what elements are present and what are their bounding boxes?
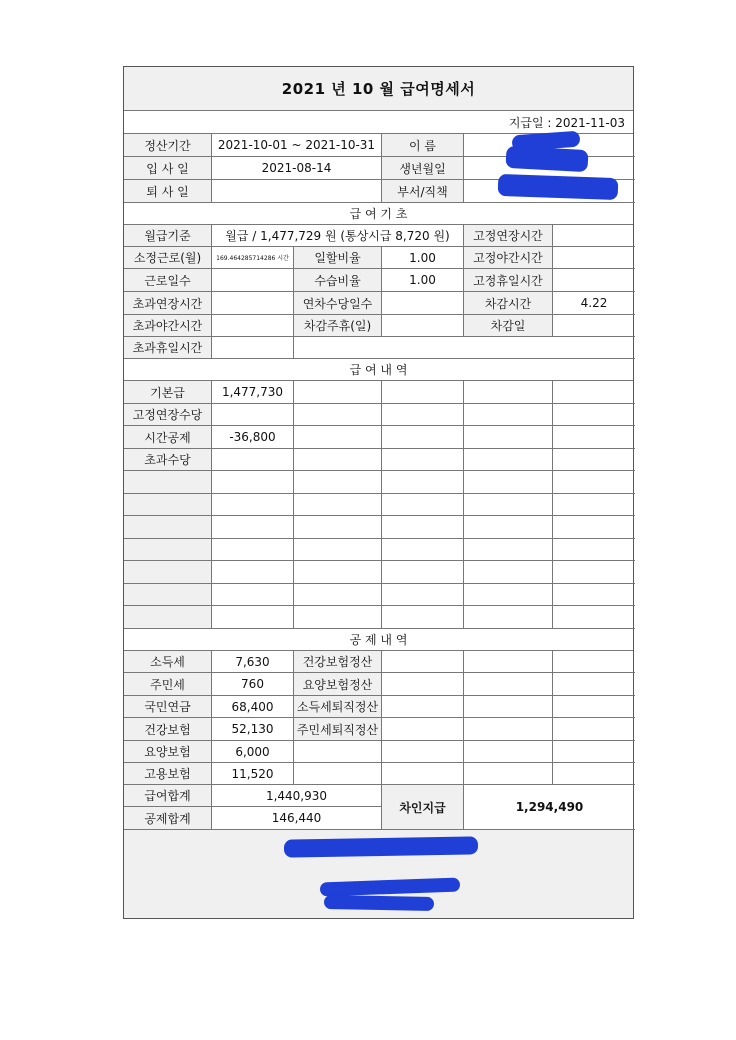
empty-cell xyxy=(553,426,635,449)
monthly-label: 월급기준 xyxy=(124,225,212,247)
basis-row-3 xyxy=(124,269,633,292)
income-retire-label: 소득세퇴직정산 xyxy=(294,696,382,718)
empty-cell xyxy=(294,471,382,494)
empty-cell xyxy=(464,494,553,516)
table-row xyxy=(124,673,633,696)
empty-cell xyxy=(124,494,212,516)
empty-cell xyxy=(553,494,635,516)
empty-cell xyxy=(124,471,212,494)
net-label: 차인지급 xyxy=(382,785,464,830)
income-tax-value: 7,630 xyxy=(212,651,294,673)
empty-cell xyxy=(294,426,382,449)
fixed-ot-pay-label: 고정연장수당 xyxy=(124,404,212,426)
daily-ratio-value: 1.00 xyxy=(382,247,464,269)
basis-row-4 xyxy=(124,292,633,315)
empty-cell xyxy=(464,584,553,606)
annual-days-value xyxy=(382,292,464,315)
empty-cell xyxy=(212,606,294,629)
empty-cell xyxy=(294,561,382,584)
pay-section-title: 급 여 내 역 xyxy=(124,359,633,381)
empty-cell xyxy=(382,471,464,494)
empty-cell xyxy=(124,606,212,629)
empty-cell xyxy=(464,516,553,539)
table-row xyxy=(124,426,633,449)
empty-cell xyxy=(382,718,464,741)
empty-cell xyxy=(464,763,553,785)
empty-cell xyxy=(464,471,553,494)
empty-cell xyxy=(464,741,553,763)
resident-tax-value: 760 xyxy=(212,673,294,696)
table-row xyxy=(124,696,633,718)
empty-cell xyxy=(553,584,635,606)
empty-cell xyxy=(294,763,382,785)
empty-cell xyxy=(382,404,464,426)
care-settle-label: 요양보험정산 xyxy=(294,673,382,696)
empty-cell xyxy=(294,584,382,606)
basis-row-1 xyxy=(124,225,633,247)
dept-label: 부서/직책 xyxy=(382,180,464,203)
resident-retire-label: 주민세퇴직정산 xyxy=(294,718,382,741)
period-value: 2021-10-01 ~ 2021-10-31 xyxy=(212,134,382,157)
deduct-days-value xyxy=(553,315,635,337)
fixed-ot-value xyxy=(553,225,635,247)
name-label: 이 름 xyxy=(382,134,464,157)
table-row xyxy=(124,606,633,629)
ot-label: 초과연장시간 xyxy=(124,292,212,315)
pension-label: 국민연금 xyxy=(124,696,212,718)
empty-cell xyxy=(553,381,635,404)
empty-cell xyxy=(124,539,212,561)
empty-cell xyxy=(294,516,382,539)
table-row xyxy=(124,718,633,741)
birth-label: 생년월일 xyxy=(382,157,464,180)
night-value xyxy=(212,315,294,337)
empty-cell xyxy=(382,539,464,561)
empty-cell xyxy=(553,651,635,673)
net-pay-block xyxy=(124,785,633,830)
empty-cell xyxy=(382,516,464,539)
train-ratio-label: 수습비율 xyxy=(294,269,382,292)
empty-cell xyxy=(464,539,553,561)
employment-label: 고용보험 xyxy=(124,763,212,785)
empty-cell xyxy=(382,449,464,471)
table-row xyxy=(124,741,633,763)
health-label: 건강보험 xyxy=(124,718,212,741)
empty-cell xyxy=(124,584,212,606)
table-row xyxy=(124,651,633,673)
doc-title: 2021 년 10 월 급여명세서 xyxy=(124,67,633,111)
fixed-holiday-value xyxy=(553,269,635,292)
empty-cell xyxy=(294,741,382,763)
table-row xyxy=(124,381,633,404)
fixed-night-label: 고정야간시간 xyxy=(464,247,553,269)
basis-blank xyxy=(294,337,635,359)
basis-section-row xyxy=(124,203,633,225)
net-value: 1,294,490 xyxy=(464,785,635,830)
empty-cell xyxy=(294,539,382,561)
empty-cell xyxy=(553,741,635,763)
table-row xyxy=(124,471,633,494)
deduct-weekly-label: 차감주휴(일) xyxy=(294,315,382,337)
time-deduct-label: 시간공제 xyxy=(124,426,212,449)
monthly-value: 월급 / 1,477,729 원 (통상시급 8,720 원) xyxy=(212,225,464,247)
empty-cell xyxy=(212,471,294,494)
fixed-ot-label: 고정연장시간 xyxy=(464,225,553,247)
deduct-section-title: 공 제 내 역 xyxy=(124,628,633,651)
empty-cell xyxy=(212,516,294,539)
empty-cell xyxy=(294,449,382,471)
redaction-mark xyxy=(284,836,478,857)
pay-section-row xyxy=(124,359,633,381)
table-row xyxy=(124,404,633,426)
empty-cell xyxy=(464,561,553,584)
deduct-hours-label: 차감시간 xyxy=(464,292,553,315)
table-row xyxy=(124,584,633,606)
leave-label: 퇴 사 일 xyxy=(124,180,212,203)
fixed-holiday-label: 고정휴일시간 xyxy=(464,269,553,292)
table-row xyxy=(124,449,633,471)
base-value: 1,477,730 xyxy=(212,381,294,404)
empty-cell xyxy=(464,606,553,629)
resident-tax-label: 주민세 xyxy=(124,673,212,696)
empty-cell xyxy=(553,718,635,741)
empty-cell xyxy=(382,561,464,584)
basis-row-6 xyxy=(124,337,633,359)
table-row xyxy=(124,539,633,561)
work-hours-value: 169.464285714286 시간 xyxy=(212,247,294,269)
join-value: 2021-08-14 xyxy=(212,157,382,180)
empty-cell xyxy=(124,561,212,584)
basis-row-5 xyxy=(124,315,633,337)
empty-cell xyxy=(294,381,382,404)
income-tax-label: 소득세 xyxy=(124,651,212,673)
redaction-mark xyxy=(324,895,434,911)
table-row xyxy=(124,763,633,785)
annual-days-label: 연차수당일수 xyxy=(294,292,382,315)
empty-cell xyxy=(464,651,553,673)
pension-value: 68,400 xyxy=(212,696,294,718)
basis-section-title: 급 여 기 초 xyxy=(124,203,633,225)
pay-date: 지급일 : 2021-11-03 xyxy=(124,111,633,134)
leave-value xyxy=(212,180,382,203)
empty-cell xyxy=(382,651,464,673)
empty-cell xyxy=(464,426,553,449)
period-label: 정산기간 xyxy=(124,134,212,157)
title-row xyxy=(124,67,633,111)
empty-cell xyxy=(212,584,294,606)
empty-cell xyxy=(124,516,212,539)
deduct-weekly-value xyxy=(382,315,464,337)
redaction-mark xyxy=(505,146,588,172)
health-value: 52,130 xyxy=(212,718,294,741)
empty-cell xyxy=(464,696,553,718)
fixed-night-value xyxy=(553,247,635,269)
night-label: 초과야간시간 xyxy=(124,315,212,337)
empty-cell xyxy=(382,696,464,718)
empty-cell xyxy=(212,404,294,426)
deduct-total-label: 공제합계 xyxy=(124,807,212,830)
empty-cell xyxy=(553,763,635,785)
empty-cell xyxy=(464,404,553,426)
empty-cell xyxy=(553,539,635,561)
pay-total-value: 1,440,930 xyxy=(212,785,382,807)
holiday-label: 초과휴일시간 xyxy=(124,337,212,359)
empty-cell xyxy=(382,673,464,696)
pay-total-label: 급여합계 xyxy=(124,785,212,807)
care-label: 요양보험 xyxy=(124,741,212,763)
empty-cell xyxy=(212,494,294,516)
care-value: 6,000 xyxy=(212,741,294,763)
empty-cell xyxy=(382,381,464,404)
empty-cell xyxy=(382,763,464,785)
table-row xyxy=(124,561,633,584)
empty-cell xyxy=(553,561,635,584)
empty-cell xyxy=(212,449,294,471)
empty-cell xyxy=(382,426,464,449)
deduct-section-row xyxy=(124,628,633,651)
base-label: 기본급 xyxy=(124,381,212,404)
empty-cell xyxy=(553,404,635,426)
empty-cell xyxy=(382,606,464,629)
empty-cell xyxy=(294,494,382,516)
pay-date-row xyxy=(124,111,633,134)
join-label: 입 사 일 xyxy=(124,157,212,180)
empty-cell xyxy=(553,449,635,471)
deduct-days-label: 차감일 xyxy=(464,315,553,337)
basis-row-2 xyxy=(124,247,633,269)
empty-cell xyxy=(294,606,382,629)
empty-cell xyxy=(464,381,553,404)
table-row xyxy=(124,516,633,539)
health-settle-label: 건강보험정산 xyxy=(294,651,382,673)
empty-cell xyxy=(553,516,635,539)
empty-cell xyxy=(464,673,553,696)
work-days-label: 근로일수 xyxy=(124,269,212,292)
empty-cell xyxy=(553,673,635,696)
employment-value: 11,520 xyxy=(212,763,294,785)
empty-cell xyxy=(212,539,294,561)
work-hours-label: 소정근로(월) xyxy=(124,247,212,269)
empty-cell xyxy=(553,606,635,629)
redaction-mark xyxy=(498,174,619,200)
empty-cell xyxy=(382,494,464,516)
time-deduct-value: -36,800 xyxy=(212,426,294,449)
holiday-value xyxy=(212,337,294,359)
work-days-value xyxy=(212,269,294,292)
empty-cell xyxy=(553,471,635,494)
table-row xyxy=(124,494,633,516)
empty-cell xyxy=(464,718,553,741)
empty-cell xyxy=(553,696,635,718)
empty-cell xyxy=(464,449,553,471)
train-ratio-value: 1.00 xyxy=(382,269,464,292)
empty-cell xyxy=(382,584,464,606)
empty-cell xyxy=(382,741,464,763)
deduct-hours-value: 4.22 xyxy=(553,292,635,315)
overtime-label: 초과수당 xyxy=(124,449,212,471)
daily-ratio-label: 일할비율 xyxy=(294,247,382,269)
ot-value xyxy=(212,292,294,315)
deduct-total-value: 146,440 xyxy=(212,807,382,830)
empty-cell xyxy=(212,561,294,584)
empty-cell xyxy=(294,404,382,426)
